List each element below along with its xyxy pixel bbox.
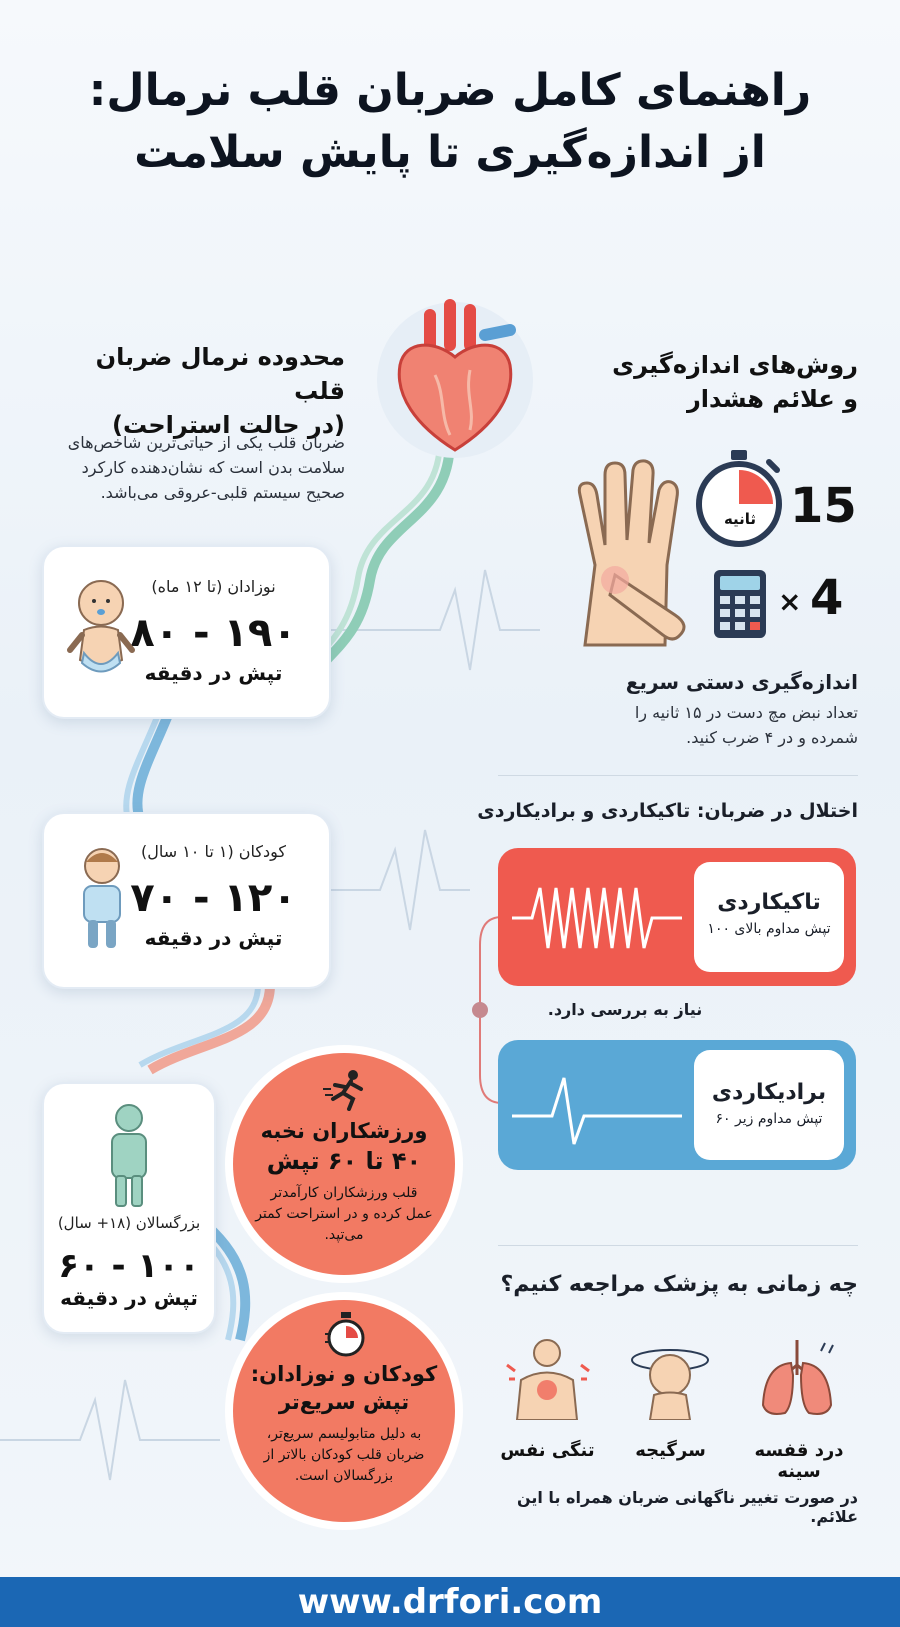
title-line-2: از اندازه‌گیری تا پایش سلامت — [134, 127, 766, 178]
measurement-heading-1: روش‌های اندازه‌گیری — [612, 351, 858, 379]
bradycardia-sub: تپش مداوم زیر ۶۰ — [715, 1111, 823, 1127]
measurement-text: تعداد نبض مچ دست در ۱۵ ثانیه را شمرده و در ۴ ضرب کنید. — [634, 703, 858, 747]
normal-range-heading — [40, 340, 345, 442]
baby-icon — [66, 575, 136, 685]
athletes-value: ۴۰ تا ۶۰ تپش — [266, 1147, 422, 1175]
footer-url[interactable]: www.drfori.com — [0, 1577, 900, 1627]
symptom-label: تنگی نفس — [500, 1440, 595, 1461]
doctor-heading: چه زمانی به پزشک مراجعه کنیم؟ — [500, 1272, 858, 1297]
measurement-subheading: اندازه‌گیری دستی سریع — [625, 670, 858, 694]
shortness-of-breath-icon — [505, 1335, 590, 1420]
bradycardia-card — [498, 1040, 856, 1170]
seconds-value: 15 — [790, 478, 857, 534]
measurement-heading-2: و علائم هشدار — [686, 385, 858, 413]
range-card-infants — [42, 545, 331, 719]
range-card-value: ۱۲۰ - ۷۰ — [130, 875, 297, 921]
calculator-icon — [712, 568, 768, 640]
kids-note-bubble — [233, 1300, 455, 1522]
adult-icon — [104, 1102, 154, 1207]
symptom-label: درد قفسه سینه — [754, 1440, 844, 1482]
range-card-children — [42, 812, 331, 989]
range-card-unit: تپش در دقیقه — [144, 661, 283, 685]
normal-range-heading-1: محدوده نرمال ضربان قلب — [95, 343, 345, 405]
tachycardia-sub: تپش مداوم بالای ۱۰۰ — [707, 921, 831, 937]
tachycardia-label-card — [694, 862, 844, 972]
hand-pulse-icon — [555, 455, 705, 655]
kids-note-title-2: تپش سریع‌تر — [278, 1390, 410, 1414]
multiplier-value: 4 — [810, 570, 844, 626]
tachycardia-wave — [512, 878, 682, 958]
athletes-title: ورزشکاران نخبه — [260, 1119, 428, 1143]
times-sign: × — [778, 585, 802, 618]
measurement-heading — [560, 348, 858, 416]
tachycardia-card — [498, 848, 856, 986]
range-card-label: نوزادان (تا ۱۲ ماه) — [151, 577, 276, 596]
kids-note-text: به دلیل متابولیسم سریع‌تر، ضربان قلب کودکان بالاتر از بزرگسالان است. — [263, 1426, 425, 1484]
athletes-text: قلب ورزشکاران کارآمدتر عمل کرده و در استراحت کمتر می‌تپد. — [255, 1185, 433, 1243]
range-card-label: کودکان (۱ تا ۱۰ سال) — [140, 842, 287, 861]
page-title — [0, 60, 900, 184]
stopwatch-icon — [325, 1312, 367, 1358]
section-divider — [498, 775, 858, 776]
disorders-note: نیاز به بررسی دارد. — [547, 1000, 703, 1019]
range-card-unit: تپش در دقیقه — [60, 1286, 198, 1310]
timer-icon — [695, 448, 783, 548]
range-card-adults — [42, 1082, 216, 1334]
doctor-note: در صورت تغییر ناگهانی ضربان همراه با این علائم. — [516, 1488, 858, 1526]
dizziness-icon — [628, 1335, 713, 1420]
timer-label: ثانیه — [723, 510, 757, 528]
normal-range-description: ضربان قلب یکی از حیاتی‌ترین شاخص‌های سلامت بدن است که نشان‌دهنده کارکرد صحیح سیستم قلبی-عروقی می‌باشد. — [67, 433, 345, 502]
normal-range-heading-2: (در حالت استراحت) — [112, 411, 345, 439]
bradycardia-label-card — [694, 1050, 844, 1160]
heart-icon — [375, 295, 535, 465]
bradycardia-title: برادیکاردی — [711, 1080, 827, 1105]
bradycardia-wave — [512, 1068, 682, 1148]
disorders-heading: اختلال در ضربان: تاکیکاردی و برادیکاردی — [477, 800, 858, 822]
athletes-bubble — [233, 1053, 455, 1275]
range-card-unit: تپش در دقیقه — [144, 926, 283, 950]
child-icon — [72, 844, 132, 954]
tachycardia-title: تاکیکاردی — [717, 890, 821, 915]
range-card-value: ۱۰۰ - ۶۰ — [58, 1246, 200, 1286]
range-card-value: ۱۹۰ - ۸۰ — [130, 610, 297, 656]
lungs-icon — [755, 1335, 840, 1420]
symptom-label: سرگیجه — [635, 1440, 706, 1461]
kids-note-title-1: کودکان و نوزادان: — [250, 1362, 438, 1386]
range-card-label: بزرگسالان (۱۸+ سال) — [57, 1214, 201, 1232]
title-line-1: راهنمای کامل ضربان قلب نرمال: — [88, 65, 812, 116]
section-divider — [498, 1245, 858, 1246]
runner-icon — [323, 1069, 369, 1111]
